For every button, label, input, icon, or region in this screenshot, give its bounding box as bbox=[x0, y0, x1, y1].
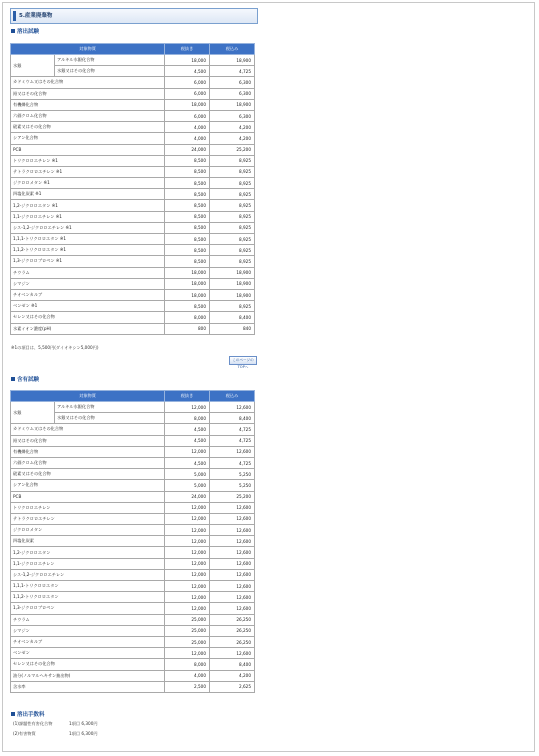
table-row bbox=[11, 222, 255, 233]
price-incl-cell: 8,400 bbox=[210, 413, 255, 424]
price-excl-cell: 18,000 bbox=[165, 278, 210, 289]
price-incl-cell: 8,925 bbox=[210, 234, 255, 245]
substance-cell: 1,2-ジクロロエタン ※1 bbox=[11, 200, 165, 211]
substance-cell: 鉛又はその化合物 bbox=[11, 435, 165, 446]
price-excl-cell: 12,000 bbox=[165, 603, 210, 614]
substance-cell: ジクロロメタン bbox=[11, 525, 165, 536]
price-excl-cell: 8,500 bbox=[165, 222, 210, 233]
column-header-substance: 対象物質 bbox=[11, 44, 165, 55]
price-excl-cell: 24,000 bbox=[165, 491, 210, 502]
price-excl-cell: 12,000 bbox=[165, 402, 210, 413]
substance-cell: ジクロロメタン ※1 bbox=[11, 178, 165, 189]
table-row bbox=[11, 569, 255, 580]
substance-cell: シス-1,2-ジクロロエチレン bbox=[11, 569, 165, 580]
price-incl-cell: 5,250 bbox=[210, 480, 255, 491]
table-row bbox=[11, 166, 255, 177]
price-excl-cell: 12,000 bbox=[165, 547, 210, 558]
column-header-price-incl: 税込み bbox=[210, 391, 255, 402]
price-incl-cell: 12,600 bbox=[210, 558, 255, 569]
substance-cell: チウラム bbox=[11, 614, 165, 625]
column-header-substance: 対象物質 bbox=[11, 391, 165, 402]
price-incl-cell: 12,600 bbox=[210, 402, 255, 413]
price-incl-cell: 4,725 bbox=[210, 424, 255, 435]
substance-cell: 1,1,1-トリクロロエタン ※1 bbox=[11, 234, 165, 245]
price-excl-cell: 8,500 bbox=[165, 301, 210, 312]
fee-item bbox=[13, 721, 98, 727]
price-excl-cell: 25,000 bbox=[165, 625, 210, 636]
price-incl-cell: 840 bbox=[210, 323, 255, 334]
table-row bbox=[11, 513, 255, 524]
column-header-price-incl: 税込み bbox=[210, 44, 255, 55]
price-excl-cell: 8,500 bbox=[165, 155, 210, 166]
substance-cell: セレン又はその化合物 bbox=[11, 659, 165, 670]
substance-cell: テトラクロロエチレン ※1 bbox=[11, 166, 165, 177]
table-row bbox=[11, 670, 255, 681]
substance-cell: 有機燐化合物 bbox=[11, 99, 165, 110]
price-excl-cell: 8,500 bbox=[165, 234, 210, 245]
fee-item bbox=[13, 731, 98, 737]
table-row bbox=[11, 234, 255, 245]
price-incl-cell: 18,900 bbox=[210, 289, 255, 300]
price-incl-cell: 4,725 bbox=[210, 457, 255, 468]
price-excl-cell: 8,500 bbox=[165, 211, 210, 222]
table-row bbox=[11, 133, 255, 144]
table-row bbox=[11, 99, 255, 110]
price-excl-cell: 12,000 bbox=[165, 446, 210, 457]
price-excl-cell: 12,000 bbox=[165, 592, 210, 603]
substance-cell: トリクロロエチレン bbox=[11, 502, 165, 513]
price-incl-cell: 12,600 bbox=[210, 603, 255, 614]
content-table bbox=[10, 390, 255, 693]
price-incl-cell: 8,925 bbox=[210, 178, 255, 189]
substance-group-cell: 水銀 bbox=[11, 55, 55, 77]
table-row bbox=[11, 424, 255, 435]
substance-cell: 1,3-ジクロロプロペン bbox=[11, 603, 165, 614]
price-excl-cell: 4,000 bbox=[165, 122, 210, 133]
substance-cell: シス-1,2-ジクロロエチレン ※1 bbox=[11, 222, 165, 233]
price-incl-cell: 8,925 bbox=[210, 222, 255, 233]
substance-cell: セレン又はその化合物 bbox=[11, 312, 165, 323]
table-row bbox=[11, 536, 255, 547]
substance-cell: 含水率 bbox=[11, 681, 165, 692]
price-excl-cell: 4,000 bbox=[165, 670, 210, 681]
table-row bbox=[11, 178, 255, 189]
page-header bbox=[10, 8, 258, 24]
table-row bbox=[11, 200, 255, 211]
price-incl-cell: 12,600 bbox=[210, 648, 255, 659]
substance-cell: トリクロロエチレン ※1 bbox=[11, 155, 165, 166]
table-row bbox=[11, 603, 255, 614]
price-excl-cell: 12,000 bbox=[165, 569, 210, 580]
table-row bbox=[11, 648, 255, 659]
elution-table-header bbox=[11, 44, 255, 55]
price-excl-cell: 8,500 bbox=[165, 178, 210, 189]
table-row bbox=[11, 502, 255, 513]
substance-cell: 1,1,2-トリクロロエタン bbox=[11, 592, 165, 603]
price-incl-cell: 6,300 bbox=[210, 88, 255, 99]
table-row bbox=[11, 88, 255, 99]
substance-cell: 水銀又はその化合物 bbox=[55, 413, 165, 424]
price-incl-cell: 12,600 bbox=[210, 513, 255, 524]
substance-group-cell: 水銀 bbox=[11, 402, 55, 424]
substance-cell: 砒素又はその化合物 bbox=[11, 469, 165, 480]
substance-cell: PCB bbox=[11, 491, 165, 502]
price-incl-cell: 18,900 bbox=[210, 267, 255, 278]
substance-cell: 鉛又はその化合物 bbox=[11, 88, 165, 99]
table-row bbox=[11, 659, 255, 670]
table-row bbox=[11, 122, 255, 133]
price-excl-cell: 12,000 bbox=[165, 525, 210, 536]
price-incl-cell: 4,725 bbox=[210, 435, 255, 446]
table-row bbox=[11, 636, 255, 647]
price-incl-cell: 8,400 bbox=[210, 312, 255, 323]
substance-cell: 1,1,1-トリクロロエタン bbox=[11, 581, 165, 592]
price-excl-cell: 8,500 bbox=[165, 245, 210, 256]
price-excl-cell: 4,500 bbox=[165, 424, 210, 435]
price-excl-cell: 4,500 bbox=[165, 66, 210, 77]
price-excl-cell: 8,000 bbox=[165, 413, 210, 424]
substance-cell: 四塩化炭素 ※1 bbox=[11, 189, 165, 200]
table-row bbox=[11, 55, 255, 66]
substance-cell: チオベンカルブ bbox=[11, 636, 165, 647]
price-excl-cell: 12,000 bbox=[165, 536, 210, 547]
square-bullet-icon bbox=[11, 29, 15, 33]
substance-cell: 1,3-ジクロロプロペン ※1 bbox=[11, 256, 165, 267]
table-row bbox=[11, 558, 255, 569]
substance-cell: チウラム bbox=[11, 267, 165, 278]
table-row bbox=[11, 435, 255, 446]
table-row bbox=[11, 469, 255, 480]
table-row bbox=[11, 267, 255, 278]
price-incl-cell: 12,600 bbox=[210, 547, 255, 558]
substance-cell: 水銀又はその化合物 bbox=[55, 66, 165, 77]
price-incl-cell: 12,600 bbox=[210, 502, 255, 513]
table-row bbox=[11, 245, 255, 256]
price-excl-cell: 12,000 bbox=[165, 648, 210, 659]
table-row bbox=[11, 144, 255, 155]
substance-cell: テトラクロロエチレン bbox=[11, 513, 165, 524]
price-incl-cell: 8,925 bbox=[210, 166, 255, 177]
substance-cell: 1,1,2-トリクロロエタン ※1 bbox=[11, 245, 165, 256]
table-row bbox=[11, 581, 255, 592]
elution-table bbox=[10, 43, 255, 335]
price-incl-cell: 8,925 bbox=[210, 301, 255, 312]
price-incl-cell: 25,200 bbox=[210, 491, 255, 502]
table-row bbox=[11, 278, 255, 289]
price-excl-cell: 6,000 bbox=[165, 88, 210, 99]
substance-cell: 1,1-ジクロロエチレン bbox=[11, 558, 165, 569]
price-incl-cell: 26,250 bbox=[210, 614, 255, 625]
price-excl-cell: 8,500 bbox=[165, 166, 210, 177]
price-incl-cell: 8,400 bbox=[210, 659, 255, 670]
table-row bbox=[11, 323, 255, 334]
table-row bbox=[11, 480, 255, 491]
substance-cell: 六価クロム化合物 bbox=[11, 457, 165, 468]
price-excl-cell: 4,500 bbox=[165, 457, 210, 468]
substance-cell: シマジン bbox=[11, 625, 165, 636]
price-incl-cell: 18,900 bbox=[210, 278, 255, 289]
table-row bbox=[11, 625, 255, 636]
content-table-header bbox=[11, 391, 255, 402]
price-excl-cell: 800 bbox=[165, 323, 210, 334]
table-row bbox=[11, 592, 255, 603]
price-excl-cell: 5,000 bbox=[165, 469, 210, 480]
price-incl-cell: 4,725 bbox=[210, 66, 255, 77]
price-excl-cell: 8,000 bbox=[165, 659, 210, 670]
table-row bbox=[11, 446, 255, 457]
fee-item-label: (2)有害物質 bbox=[13, 731, 36, 736]
substance-cell: 四塩化炭素 bbox=[11, 536, 165, 547]
price-excl-cell: 2,500 bbox=[165, 681, 210, 692]
substance-cell: ベンゼン bbox=[11, 648, 165, 659]
price-incl-cell: 26,250 bbox=[210, 625, 255, 636]
price-excl-cell: 4,000 bbox=[165, 133, 210, 144]
price-incl-cell: 12,600 bbox=[210, 536, 255, 547]
price-incl-cell: 5,250 bbox=[210, 469, 255, 480]
fee-item-value: 1項目 6,300円 bbox=[69, 721, 98, 726]
substance-cell: カドミウム又はその化合物 bbox=[11, 77, 165, 88]
price-excl-cell: 8,000 bbox=[165, 312, 210, 323]
price-incl-cell: 4,200 bbox=[210, 122, 255, 133]
price-incl-cell: 6,300 bbox=[210, 110, 255, 121]
price-excl-cell: 6,000 bbox=[165, 110, 210, 121]
table-row bbox=[11, 491, 255, 502]
substance-cell: 六価クロム化合物 bbox=[11, 110, 165, 121]
substance-cell: 有機燐化合物 bbox=[11, 446, 165, 457]
price-incl-cell: 8,925 bbox=[210, 189, 255, 200]
price-incl-cell: 18,900 bbox=[210, 55, 255, 66]
price-incl-cell: 8,925 bbox=[210, 245, 255, 256]
elution-section-title: 溶出試験 bbox=[11, 28, 39, 37]
price-incl-cell: 4,200 bbox=[210, 670, 255, 681]
price-excl-cell: 4,500 bbox=[165, 435, 210, 446]
column-header-price-excl: 税抜き bbox=[165, 44, 210, 55]
price-incl-cell: 12,600 bbox=[210, 569, 255, 580]
price-excl-cell: 5,000 bbox=[165, 480, 210, 491]
substance-cell: シアン化合物 bbox=[11, 133, 165, 144]
price-incl-cell: 12,600 bbox=[210, 525, 255, 536]
table-row bbox=[11, 301, 255, 312]
substance-cell: 水素イオン濃度(pH) bbox=[11, 323, 165, 334]
price-incl-cell: 8,925 bbox=[210, 256, 255, 267]
price-excl-cell: 12,000 bbox=[165, 502, 210, 513]
fee-item-value: 1項目 6,300円 bbox=[69, 731, 98, 736]
price-incl-cell: 8,925 bbox=[210, 155, 255, 166]
price-excl-cell: 8,500 bbox=[165, 189, 210, 200]
price-excl-cell: 8,500 bbox=[165, 200, 210, 211]
square-bullet-icon bbox=[11, 712, 15, 716]
price-incl-cell: 6,300 bbox=[210, 77, 255, 88]
price-incl-cell: 8,925 bbox=[210, 200, 255, 211]
table-row bbox=[11, 457, 255, 468]
table-row bbox=[11, 525, 255, 536]
substance-cell: 油分(ノルマルヘキサン抽出物) bbox=[11, 670, 165, 681]
price-excl-cell: 24,000 bbox=[165, 144, 210, 155]
page-top-button[interactable]: このページのTOPへ bbox=[229, 356, 257, 365]
elution-note: ※1の項目は、5,500円(ダイオキシン5,000円) bbox=[11, 345, 99, 350]
substance-cell: 1,1-ジクロロエチレン ※1 bbox=[11, 211, 165, 222]
substance-cell: アルキル水銀化合物 bbox=[55, 402, 165, 413]
table-row bbox=[11, 312, 255, 323]
table-row bbox=[11, 402, 255, 413]
price-incl-cell: 8,925 bbox=[210, 211, 255, 222]
substance-cell: ベンゼン ※1 bbox=[11, 301, 165, 312]
price-incl-cell: 26,250 bbox=[210, 636, 255, 647]
table-row bbox=[11, 211, 255, 222]
price-incl-cell: 12,600 bbox=[210, 592, 255, 603]
price-incl-cell: 2,625 bbox=[210, 681, 255, 692]
content-section-title: 含有試験 bbox=[11, 376, 39, 385]
price-incl-cell: 18,900 bbox=[210, 99, 255, 110]
substance-cell: シアン化合物 bbox=[11, 480, 165, 491]
table-row bbox=[11, 681, 255, 692]
fee-item-label: (1)課題性有害化合物 bbox=[13, 721, 53, 726]
price-excl-cell: 6,000 bbox=[165, 77, 210, 88]
column-header-price-excl: 税抜き bbox=[165, 391, 210, 402]
price-excl-cell: 18,000 bbox=[165, 267, 210, 278]
table-row bbox=[11, 547, 255, 558]
table-row bbox=[11, 256, 255, 267]
substance-cell: PCB bbox=[11, 144, 165, 155]
price-incl-cell: 12,600 bbox=[210, 581, 255, 592]
table-row bbox=[11, 77, 255, 88]
price-excl-cell: 8,500 bbox=[165, 256, 210, 267]
page-title: 5.産業廃棄物 bbox=[19, 13, 53, 19]
price-excl-cell: 12,000 bbox=[165, 513, 210, 524]
price-excl-cell: 18,000 bbox=[165, 289, 210, 300]
substance-cell: 砒素又はその化合物 bbox=[11, 122, 165, 133]
substance-cell: シマジン bbox=[11, 278, 165, 289]
price-excl-cell: 12,000 bbox=[165, 581, 210, 592]
substance-cell: チオベンカルブ bbox=[11, 289, 165, 300]
substance-cell: 1,2-ジクロロエタン bbox=[11, 547, 165, 558]
price-excl-cell: 25,000 bbox=[165, 636, 210, 647]
fee-section-title: 溶出手数料 bbox=[11, 711, 45, 720]
square-bullet-icon bbox=[11, 377, 15, 381]
table-row bbox=[11, 289, 255, 300]
header-accent-bar bbox=[13, 11, 16, 21]
price-excl-cell: 12,000 bbox=[165, 558, 210, 569]
table-row bbox=[11, 110, 255, 121]
table-row bbox=[11, 155, 255, 166]
price-excl-cell: 25,000 bbox=[165, 614, 210, 625]
price-excl-cell: 18,000 bbox=[165, 99, 210, 110]
price-incl-cell: 25,200 bbox=[210, 144, 255, 155]
price-excl-cell: 18,000 bbox=[165, 55, 210, 66]
substance-cell: アルキル水銀化合物 bbox=[55, 55, 165, 66]
table-row bbox=[11, 614, 255, 625]
table-row bbox=[11, 189, 255, 200]
substance-cell: カドミウム又はその化合物 bbox=[11, 424, 165, 435]
price-incl-cell: 12,600 bbox=[210, 446, 255, 457]
price-incl-cell: 4,200 bbox=[210, 133, 255, 144]
